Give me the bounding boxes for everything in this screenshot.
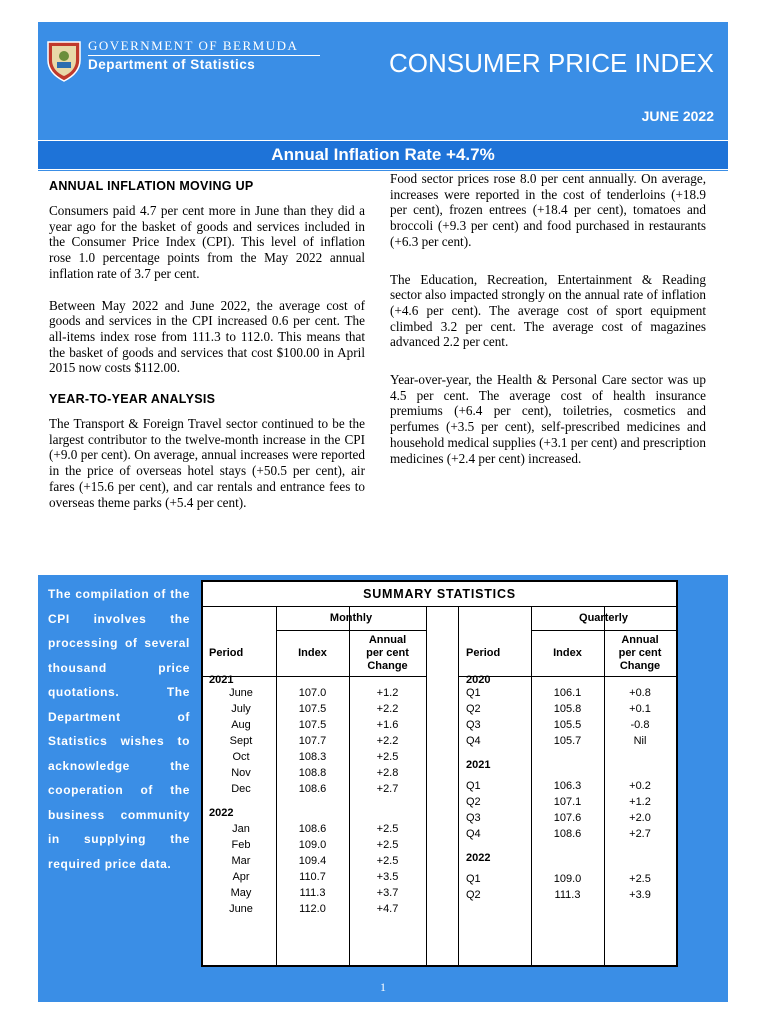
period-cell: Q3	[466, 719, 481, 732]
index-cell: 111.3	[554, 888, 581, 901]
change-cell: +1.2	[376, 687, 399, 700]
quarterly-index-header: Index	[553, 646, 582, 659]
index-cell: 109.0	[553, 872, 582, 885]
header-line: Annual	[621, 633, 659, 646]
inflation-banner: Annual Inflation Rate +4.7%	[38, 140, 728, 170]
index-cell: 105.8	[553, 703, 582, 716]
column-divider	[458, 606, 459, 965]
monthly-period-header: Period	[209, 646, 244, 659]
monthly-change-header	[349, 630, 426, 676]
monthly-group-header: Monthly	[329, 612, 373, 624]
change-cell: +2.5	[629, 872, 651, 885]
summary-statistics-table	[201, 580, 678, 967]
page-number: 1	[380, 980, 386, 994]
monthly-index-header: Index	[298, 646, 327, 659]
index-cell: 107.1	[553, 796, 582, 808]
period-cell: Oct	[232, 751, 250, 764]
change-cell: +0.1	[629, 703, 651, 716]
section-heading-inflation: ANNUAL INFLATION MOVING UP	[49, 179, 254, 193]
period-cell: Jan	[232, 823, 250, 836]
index-cell: 109.0	[298, 839, 327, 852]
period-cell: Feb	[231, 839, 251, 852]
period-cell: Dec	[231, 783, 251, 796]
paragraph: Between May 2022 and June 2022, the average cost of goods and services in the CPI increased 0.6 per cent. The all-items index rose from 111.3 to 112.0. This means that the basket of goods and services that cost $100.00 in April 2015 now costs $112.00.	[49, 297, 365, 376]
period-cell: Q2	[466, 888, 481, 901]
table-title: SUMMARY STATISTICS	[203, 582, 676, 607]
year-label: 2020	[466, 674, 491, 686]
header-line: Annual	[368, 633, 407, 646]
change-cell: +2.0	[629, 812, 651, 824]
year-label: 2022	[209, 807, 234, 820]
report-date: JUNE 2022	[641, 108, 714, 124]
bermuda-crest-icon	[46, 38, 82, 82]
year-label: 2021	[209, 674, 234, 686]
index-cell: 106.1	[553, 687, 582, 700]
period-cell: Aug	[231, 719, 251, 732]
change-cell: +1.6	[376, 719, 399, 732]
change-cell: +4.7	[376, 903, 399, 916]
index-cell: 107.0	[298, 687, 327, 700]
right-column	[390, 171, 706, 488]
article-body	[38, 171, 728, 575]
year-label: 2021	[466, 759, 491, 772]
period-cell: Q2	[466, 703, 481, 716]
period-cell: Q1	[466, 687, 481, 700]
header-line: Change	[619, 659, 661, 672]
quarterly-group-header: Quarterly	[579, 612, 628, 624]
period-cell: June	[229, 687, 253, 700]
header-line: per cent	[366, 646, 409, 659]
change-cell: +3.5	[376, 871, 399, 884]
period-cell: Mar	[231, 855, 251, 868]
header-rule	[203, 676, 426, 677]
change-cell: +2.7	[376, 783, 399, 796]
period-cell: Apr	[232, 871, 250, 884]
header-rule	[458, 676, 676, 677]
change-cell: Nil	[633, 735, 647, 748]
period-cell: Q4	[466, 828, 481, 840]
index-cell: 105.7	[553, 735, 582, 748]
change-cell: +2.5	[376, 751, 399, 764]
section-heading-year-analysis: YEAR-TO-YEAR ANALYSIS	[49, 392, 216, 407]
index-cell: 111.3	[299, 887, 326, 900]
quarterly-change-header	[604, 630, 676, 676]
period-cell: May	[230, 887, 252, 900]
index-cell: 107.6	[553, 812, 582, 824]
header	[38, 22, 728, 140]
paragraph: Year-over-year, the Health & Personal Care sector was up 4.5 per cent. The average cost of health insurance premiums (+6.4 per cent), toiletries, cosmetics and perfumes (+3.5 per cent), self-prescribed medicines and household medical supplies (+3.1 per cent) and prescription medicines (+2.4 per cent) increased.	[390, 372, 706, 466]
header-line: Change	[367, 659, 408, 672]
period-cell: July	[231, 703, 251, 716]
paragraph: Consumers paid 4.7 per cent more in June than they did a year ago for the basket of goods and services included in the Consumer Price Index (CPI). This level of inflation rose 1.0 percentage points from the May 2022 annual inflation rate of 3.7 per cent.	[49, 203, 365, 281]
document-title: CONSUMER PRICE INDEX	[388, 48, 714, 78]
change-cell: +2.2	[376, 703, 399, 716]
index-cell: 107.5	[298, 703, 327, 716]
change-cell: -0.8	[630, 719, 650, 732]
quarterly-period-header: Period	[466, 646, 501, 659]
index-cell: 107.5	[298, 719, 327, 732]
change-cell: +3.7	[376, 887, 399, 900]
column-divider	[426, 606, 427, 965]
change-cell: +1.2	[629, 796, 651, 808]
index-cell: 108.6	[298, 823, 327, 836]
year-label: 2022	[466, 852, 491, 864]
index-cell: 108.8	[298, 767, 327, 780]
period-cell: Q3	[466, 812, 481, 824]
change-cell: +3.9	[629, 888, 651, 901]
index-cell: 105.5	[553, 719, 582, 732]
index-cell: 112.0	[299, 903, 326, 916]
change-cell: +2.5	[376, 855, 399, 868]
change-cell: +0.8	[629, 687, 651, 700]
header-line: per cent	[618, 646, 662, 659]
period-cell: Q2	[466, 796, 481, 808]
department-name: Department of Statistics	[88, 57, 256, 72]
change-cell: +2.5	[376, 839, 399, 852]
period-cell: Q1	[466, 872, 481, 885]
change-cell: +2.8	[376, 767, 399, 780]
left-column	[49, 171, 365, 526]
index-cell: 106.3	[553, 780, 582, 792]
paragraph: The Transport & Foreign Travel sector continued to be the largest contributor to the twelve-month increase in the CPI (+9.0 per cent). On average, annual increases were reported in the price of overseas hotel stays (+50.5 per cent), air fares (+15.6 per cent), and car rentals and entrance fees to overseas theme parks (+5.4 per cent).	[49, 416, 365, 510]
period-cell: June	[229, 903, 253, 916]
paragraph: Food sector prices rose 8.0 per cent annually. On average, increases were reported in the cost of tenderloins (+18.9 per cent), frozen entrees (+18.4 per cent), tomatoes and broccoli (+9.3 per cent) and food purchased in restaurants (+6.3 per cent).	[390, 171, 706, 249]
index-cell: 108.6	[553, 828, 582, 840]
header-rule	[88, 55, 320, 56]
index-cell: 109.4	[298, 855, 327, 868]
change-cell: +2.2	[376, 735, 399, 748]
index-cell: 110.7	[299, 871, 326, 884]
paragraph: The Education, Recreation, Entertainment & Reading sector also impacted strongly on the annual rate of inflation (+4.6 per cent). The average cost of sport equipment climbed 3.2 per cent. The average cost of magazines advanced 2.2 per cent.	[390, 271, 706, 350]
period-cell: Nov	[231, 767, 251, 780]
index-cell: 108.6	[298, 783, 327, 796]
change-cell: +2.7	[629, 828, 651, 840]
index-cell: 108.3	[298, 751, 327, 764]
change-cell: +2.5	[376, 823, 399, 836]
period-cell: Q1	[466, 780, 481, 792]
period-cell: Q4	[466, 735, 481, 748]
change-cell: +0.2	[629, 780, 651, 792]
acknowledgement-note: The compilation of the CPI involves the processing of several thousand price quotations. The Department of Statistics wishes to acknowledge the cooperation of the business community in supplying the required price data.	[48, 587, 190, 871]
government-name: GOVERNMENT OF BERMUDA	[88, 38, 299, 53]
period-cell: Sept	[229, 735, 253, 748]
index-cell: 107.7	[298, 735, 327, 748]
